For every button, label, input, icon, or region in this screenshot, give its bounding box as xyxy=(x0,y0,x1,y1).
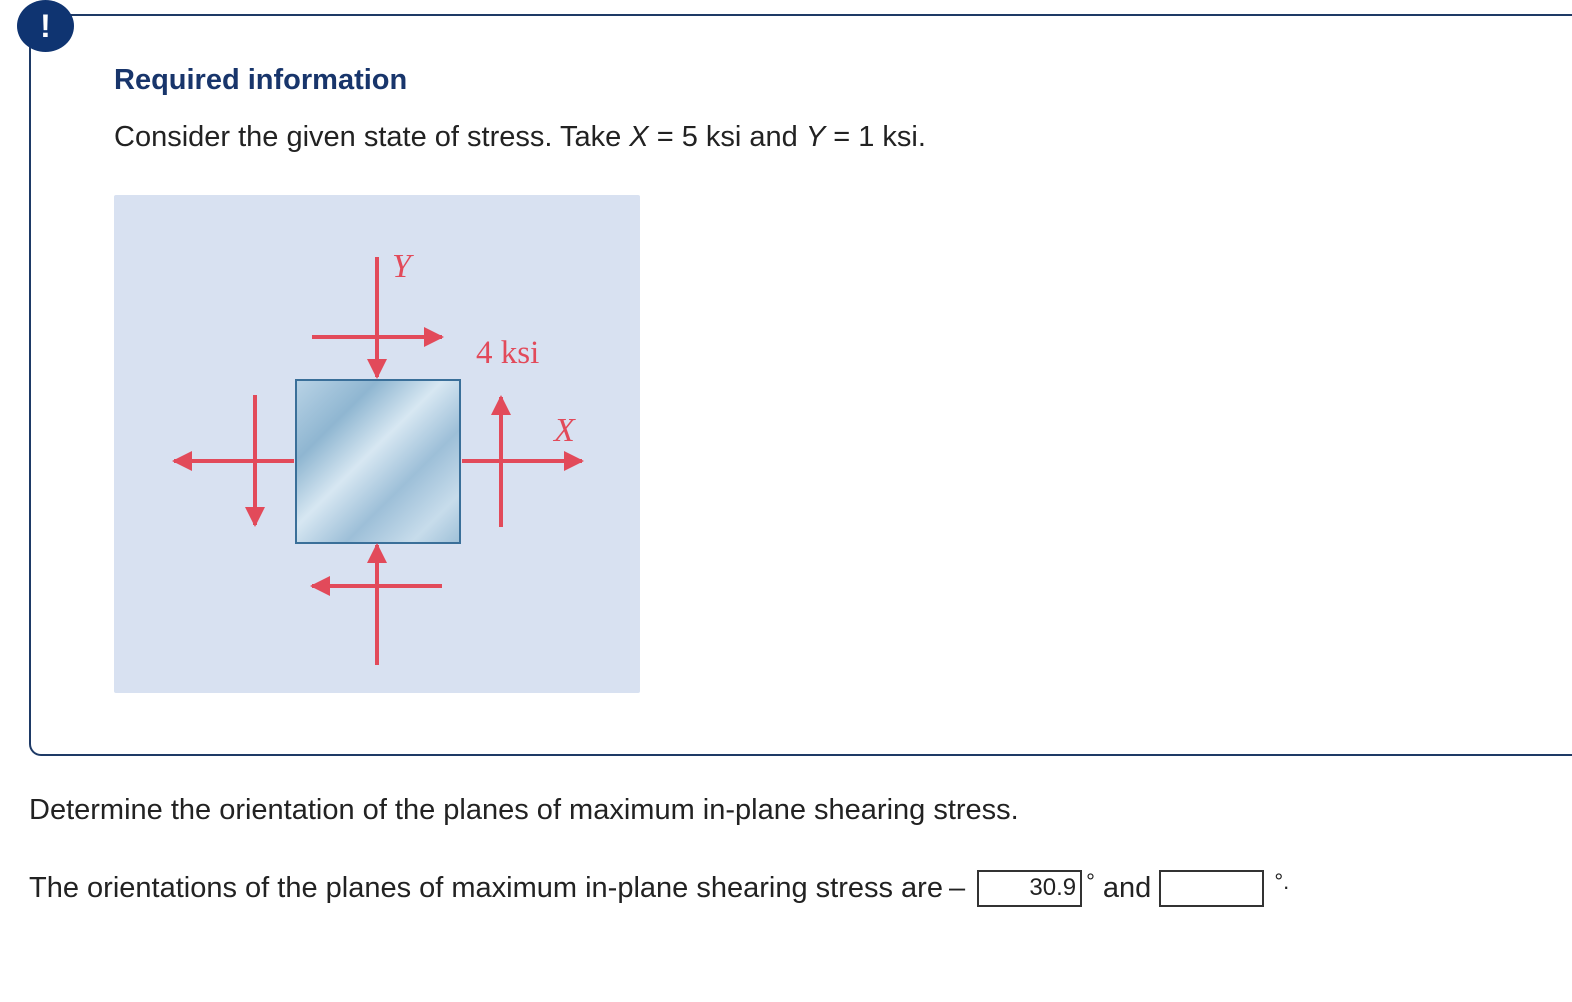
shear-stress-label: 4 ksi xyxy=(476,335,540,371)
and-text: and xyxy=(1102,871,1152,904)
minus-sign: – xyxy=(948,871,966,904)
first-angle-input[interactable] xyxy=(977,870,1082,907)
required-information-heading: Required information xyxy=(114,64,408,96)
answer-row xyxy=(29,868,1289,908)
x-stress-label: X xyxy=(554,412,575,449)
stress-element-figure xyxy=(114,195,640,693)
y-value-text: = 1 ksi. xyxy=(825,121,926,153)
final-degree-symbol: °. xyxy=(1274,869,1290,894)
stress-element-diagram xyxy=(114,195,640,693)
answer-prefix: The orientations of the planes of maximum in-plane shearing stress are xyxy=(29,871,943,904)
degree-symbol: ° xyxy=(1086,869,1095,894)
x-variable: X xyxy=(629,121,649,153)
stress-element xyxy=(296,380,460,543)
problem-statement xyxy=(114,121,926,154)
y-variable: Y xyxy=(805,121,826,153)
question-prompt: Determine the orientation of the planes of maximum in-plane shearing stress. xyxy=(29,794,1019,826)
y-stress-label: Y xyxy=(392,248,411,285)
second-angle-input[interactable] xyxy=(1159,870,1264,907)
alert-badge xyxy=(17,0,74,52)
x-value-text: = 5 ksi and xyxy=(648,121,806,153)
statement-prefix: Consider the given state of stress. Take xyxy=(114,121,630,153)
exclamation-icon: ! xyxy=(40,7,51,44)
